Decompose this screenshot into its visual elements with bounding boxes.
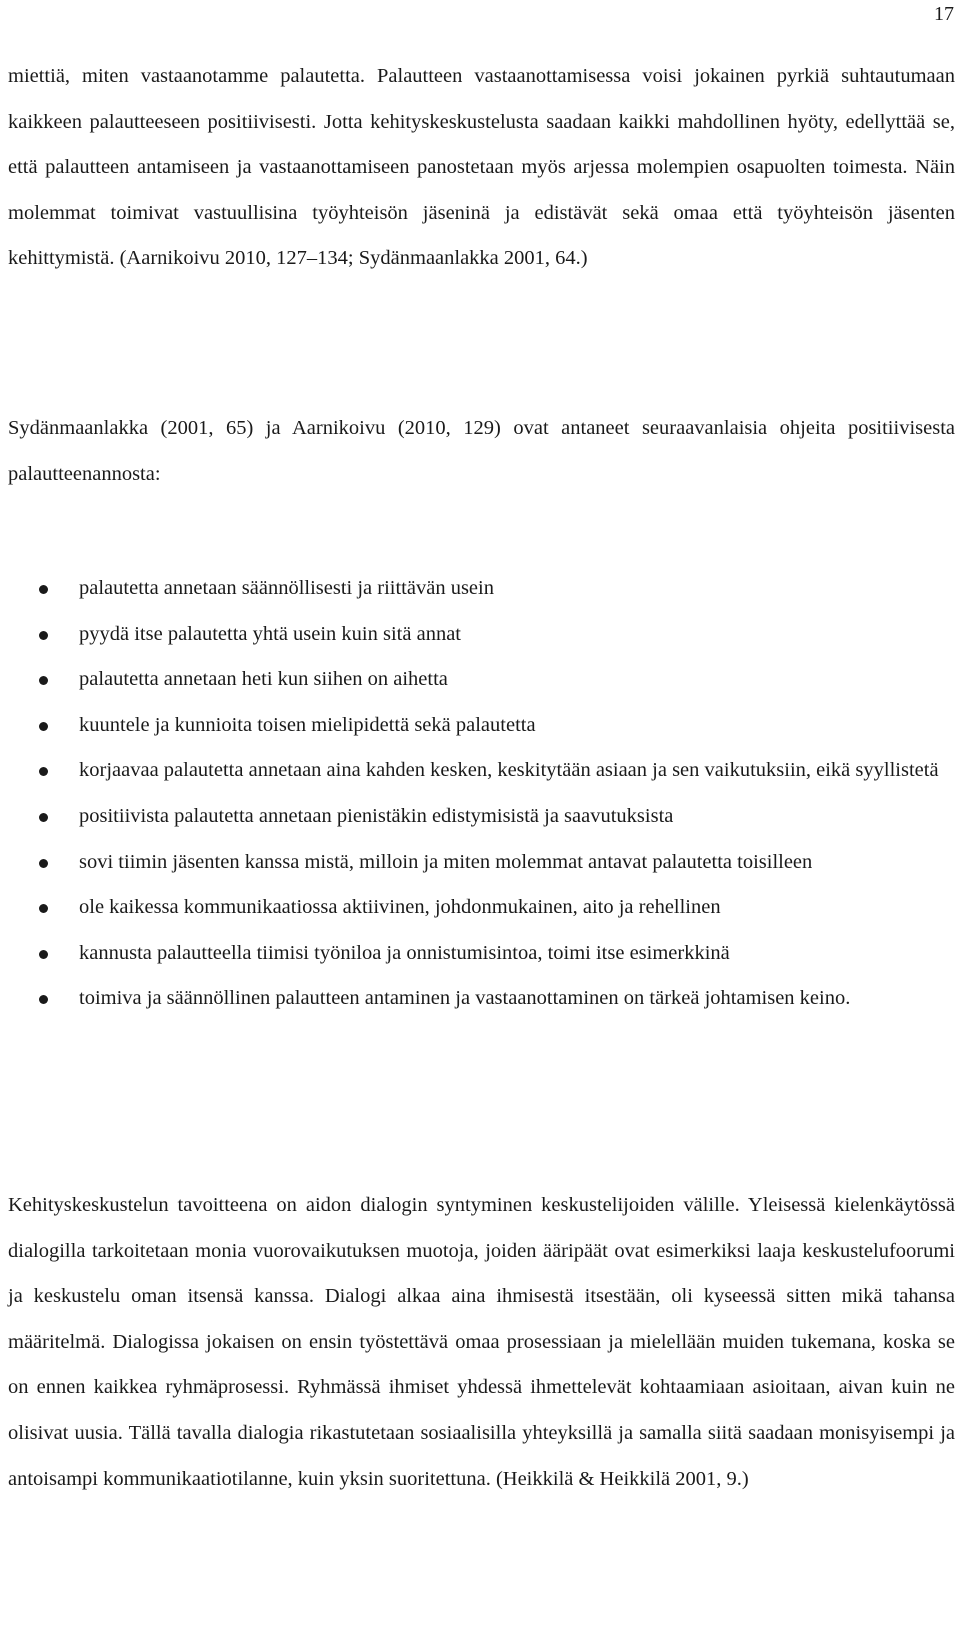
list-item [0, 703, 960, 749]
list-item [0, 612, 960, 658]
bullet-icon [39, 631, 48, 640]
list-item-text: toimiva ja säännöllinen palautteen antaminen ja vastaanottaminen on tärkeä johtamisen keino. [79, 987, 851, 1010]
list-item [0, 976, 960, 1022]
paragraph-guidelines-intro: Sydänmaanlakka (2001, 65) ja Aarnikoivu (2010, 129) ovat antaneet seuraavanlaisia ohjeita positiivisesta palautteenannosta: [8, 417, 955, 485]
bullet-icon [39, 950, 48, 959]
bullet-icon [39, 904, 48, 913]
bullet-icon [39, 722, 48, 731]
bullet-icon [39, 676, 48, 685]
paragraph-feedback-intro: miettiä, miten vastaanotamme palautetta. Palautteen vastaanottamisessa voisi jokainen pyrkiä suhtautumaan kaikkeen palautteeseen positiivisesti. Jotta kehityskeskustelusta saadaan kaikki mahdollinen hyöty, edellyttää se, että palautteen antamiseen ja vastaanottamiseen panostetaan myös arjessa molempien osapuolten toimesta. Näin molemmat toimivat vastuullisina työyhteisön jäseninä ja edistävät sekä omaa että työyhteisön jäsenten kehittymistä. (Aarnikoivu 2010, 127–134; Sydänmaanlakka 2001, 64.) [8, 65, 955, 270]
list-item-text: pyydä itse palautetta yhtä usein kuin sitä annat [79, 622, 461, 645]
bullet-icon [39, 995, 48, 1004]
list-item [0, 748, 960, 794]
feedback-guidelines-list [0, 566, 960, 1022]
list-item [0, 885, 960, 931]
list-item-text: kannusta palautteella tiimisi työniloa ja onnistumisintoa, toimi itse esimerkkinä [79, 941, 730, 964]
list-item [0, 566, 960, 612]
list-item-text: positiivista palautetta annetaan pienistäkin edistymisistä ja saavutuksista [79, 804, 674, 827]
bullet-icon [39, 859, 48, 868]
bullet-icon [39, 767, 48, 776]
list-item-text: korjaavaa palautetta annetaan aina kahden kesken, keskitytään asiaan ja sen vaikutuksiin, eikä syyllistetä [79, 759, 939, 782]
page-number: 17 [934, 3, 954, 25]
list-item [0, 931, 960, 977]
bullet-icon [39, 813, 48, 822]
list-item-text: sovi tiimin jäsenten kanssa mistä, milloin ja miten molemmat antavat palautetta toisilleen [79, 850, 813, 873]
bullet-icon [39, 585, 48, 594]
list-item [0, 840, 960, 886]
list-item-text: ole kaikessa kommunikaatiossa aktiivinen, johdonmukainen, aito ja rehellinen [79, 896, 721, 919]
list-item [0, 657, 960, 703]
list-item-text: palautetta annetaan säännöllisesti ja riittävän usein [79, 577, 494, 599]
list-item-text: palautetta annetaan heti kun siihen on aihetta [79, 668, 448, 691]
paragraph-dialogue: Kehityskeskustelun tavoitteena on aidon dialogin syntyminen keskustelijoiden välille. Yleisessä kielenkäytössä dialogilla tarkoitetaan monia vuorovaikutuksen muotoja, joiden ääripäät ovat esimerkiksi laaja keskustelufoorumi ja keskustelu oman itsensä kanssa. Dialogi alkaa aina ihmisestä itsestään, oli kyseessä sitten mikä tahansa määritelmä. Dialogissa jokaisen on ensin työstettävä omaa prosessiaan ja mielellään muiden tukemana, koska se on ennen kaikkea ryhmäprosessi. Ryhmässä ihmiset yhdessä ihmettelevät kohtaamiaan asioitaan, aivan kuin ne olisivat uusia. Tällä tavalla dialogia rikastutetaan sosiaalisilla yhteyksillä ja samalla siitä saadaan monisyisempi ja antoisampi kommunikaatiotilanne, kuin yksin suoritettuna. (Heikkilä & Heikkilä 2001, 9.) [8, 1194, 955, 1490]
list-item-text: kuuntele ja kunnioita toisen mielipidettä sekä palautetta [79, 713, 536, 736]
list-item [0, 794, 960, 840]
